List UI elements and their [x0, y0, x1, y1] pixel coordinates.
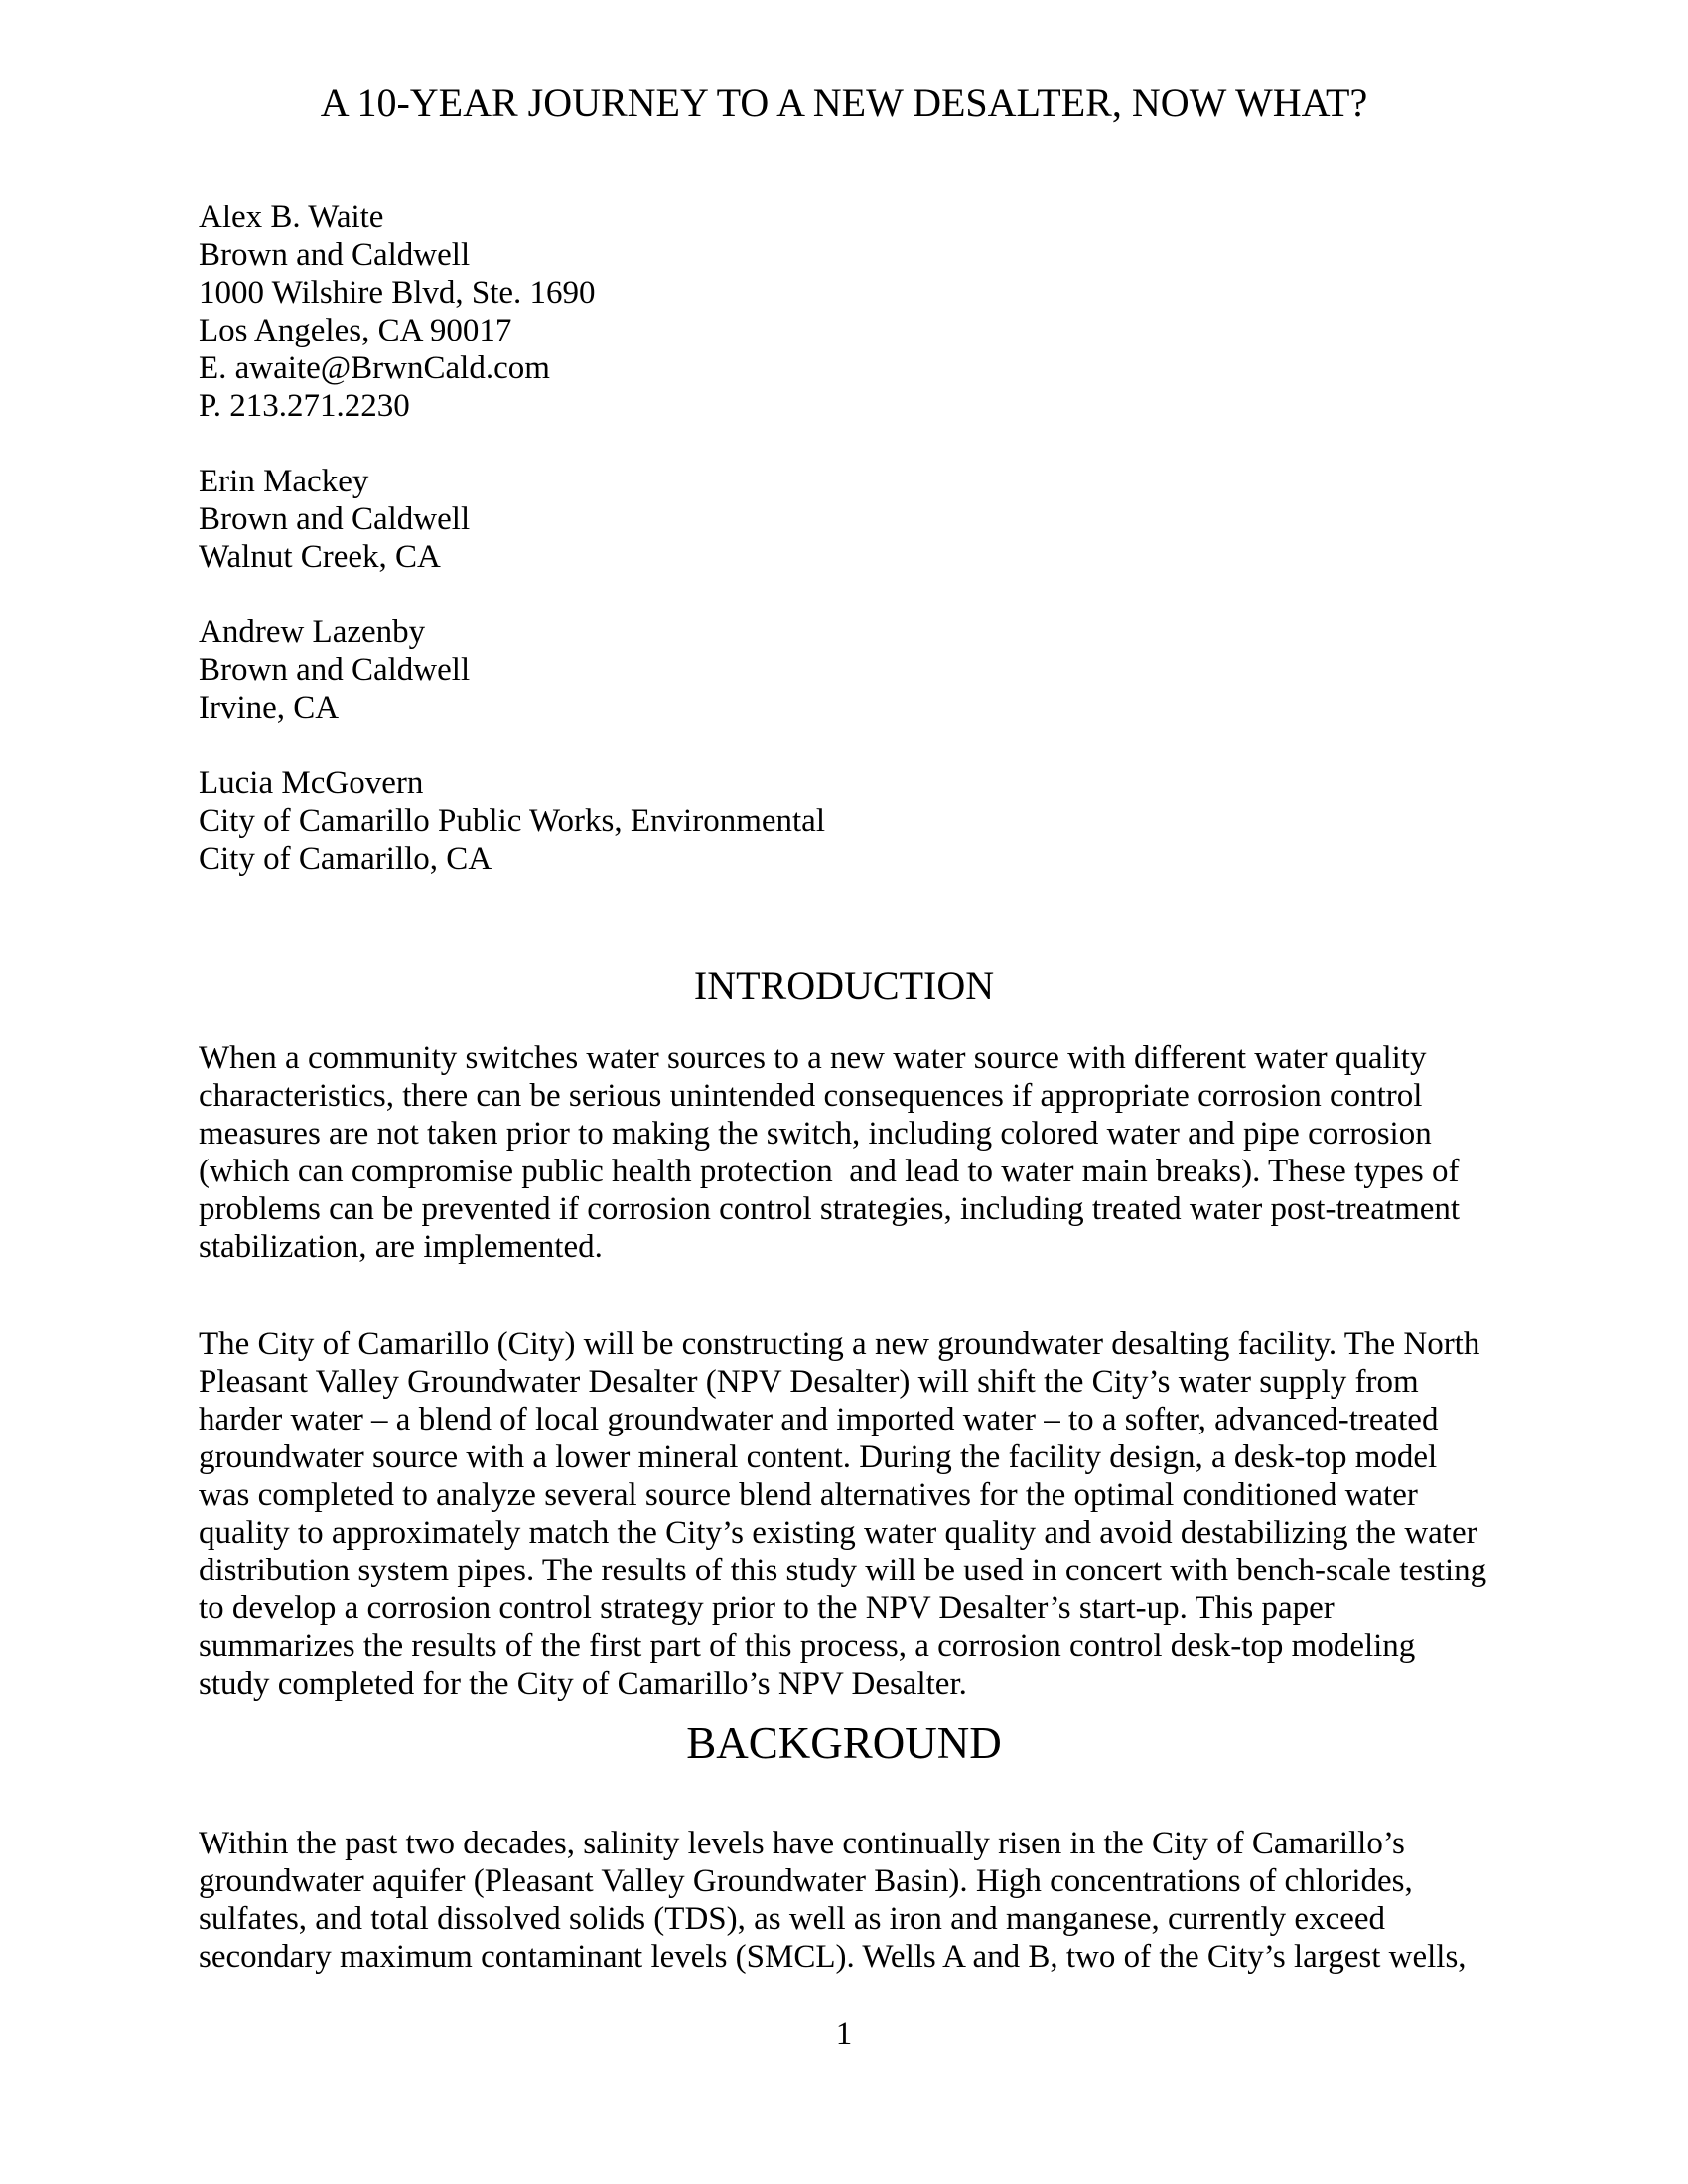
author-name: Lucia McGovern: [199, 765, 424, 801]
author-block-lucia-mcgovern: [199, 764, 1489, 878]
page-number: 1: [835, 2016, 853, 2052]
author-name: Alex B. Waite: [199, 200, 384, 235]
introduction-paragraph-1: When a community switches water sources to a new water source with different water quality characteristics, there can be serious unintended consequences if appropriate corrosion control measures are not taken prior to making the switch, including colored water and pipe corrosion (which can compromise public health protection and lead to water main breaks). These types of problems can be prevented if corrosion control strategies, including treated water post-treatment stabilization, are implemented.: [199, 1040, 1469, 1265]
author-city: Irvine, CA: [199, 690, 340, 726]
author-block-alex-waite: [199, 199, 1489, 425]
author-name: Andrew Lazenby: [199, 614, 426, 650]
section-heading-background: BACKGROUND: [686, 1718, 1002, 1768]
author-affiliation: Brown and Caldwell: [199, 652, 471, 688]
author-phone: P. 213.271.2230: [199, 388, 410, 424]
section-heading-introduction: INTRODUCTION: [693, 963, 995, 1008]
author-affiliation: City of Camarillo Public Works, Environmental: [199, 803, 825, 839]
author-affiliation: Brown and Caldwell: [199, 501, 471, 537]
author-block-erin-mackey: [199, 463, 1489, 576]
author-affiliation: Brown and Caldwell: [199, 237, 471, 273]
page-title: A 10-YEAR JOURNEY TO A NEW DESALTER, NOW WHAT?: [320, 80, 1368, 125]
author-city: City of Camarillo, CA: [199, 841, 492, 877]
author-city: Los Angeles, CA 90017: [199, 313, 512, 348]
background-paragraph-1: Within the past two decades, salinity levels have continually risen in the City of Camarillo’s groundwater aquifer (Pleasant Valley Groundwater Basin). High concentrations of chlorides, sulfates, and total dissolved solids (TDS), as well as iron and manganese, currently exceed secondary maximum contaminant levels (SMCL). Wells A and B, two of the City’s largest wells,: [199, 1826, 1467, 1975]
author-address: 1000 Wilshire Blvd, Ste. 1690: [199, 275, 596, 311]
author-email: E. awaite@BrwnCald.com: [199, 350, 550, 386]
author-city: Walnut Creek, CA: [199, 539, 441, 575]
author-name: Erin Mackey: [199, 464, 369, 499]
introduction-paragraph-2: The City of Camarillo (City) will be constructing a new groundwater desalting facility. The North Pleasant Valley Groundwater Desalter (NPV Desalter) will shift the City’s water supply from harder water – a blend of local groundwater and imported water – to a softer, advanced-treated groundwater source with a lower mineral content. During the facility design, a desk-top model was completed to analyze several source blend alternatives for the optimal conditioned water quality to approximately match the City’s existing water quality and avoid destabilizing the water distribution system pipes. The results of this study will be used in concert with bench-scale testing to develop a corrosion control strategy prior to the NPV Desalter’s start-up. This paper summarizes the results of the first part of this process, a corrosion control desk-top modeling study completed for the City of Camarillo’s NPV Desalter.: [199, 1326, 1495, 1702]
author-block-andrew-lazenby: [199, 614, 1489, 727]
